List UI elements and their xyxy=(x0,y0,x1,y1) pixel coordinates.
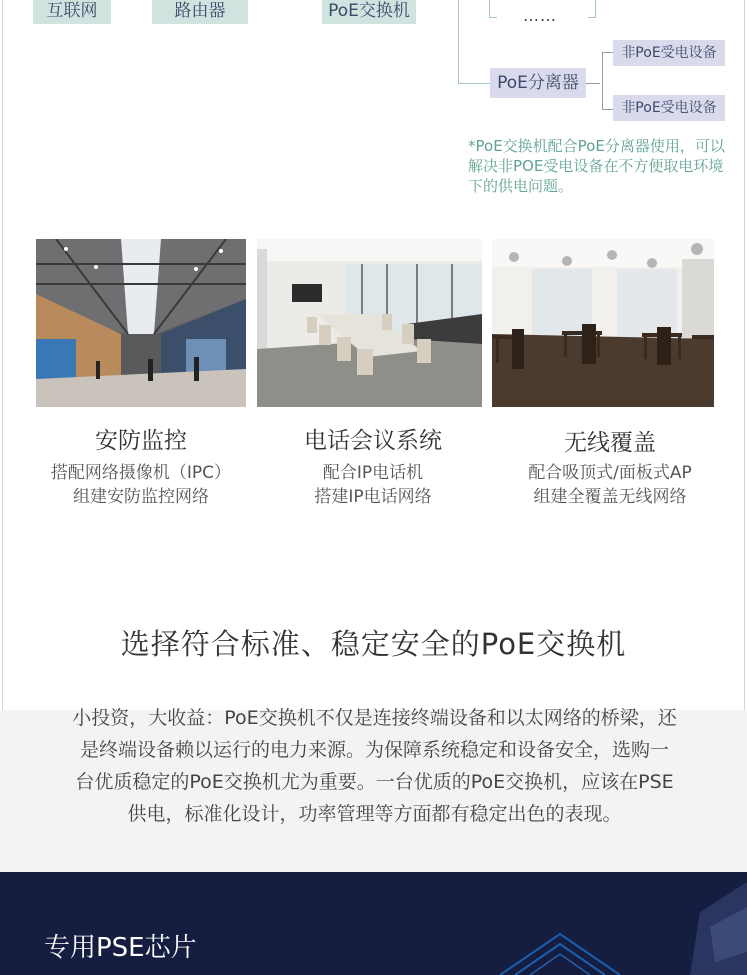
intro-line: 是终端设备赖以运行的电力来源。为保障系统稳定和设备安全，选购一 xyxy=(79,739,669,761)
scenario-desc-wireless xyxy=(492,461,728,509)
connector-line xyxy=(458,83,490,84)
poe-splitter-box: PoE分离器 xyxy=(490,68,586,98)
connector-line xyxy=(489,17,497,18)
frame-left-border xyxy=(2,0,3,710)
scenario-title-wireless: 无线覆盖 xyxy=(564,430,656,456)
scenario-desc-line: 组建全覆盖无线网络 xyxy=(533,487,687,507)
connector-line xyxy=(489,0,490,18)
scenario-desc-line: 搭建IP电话网络 xyxy=(314,487,432,507)
scenario-desc-security xyxy=(36,461,246,509)
wireless-cafe-photo xyxy=(492,239,714,407)
connector-line xyxy=(602,109,613,110)
security-scene-photo xyxy=(36,239,246,407)
scenario-title-security: 安防监控 xyxy=(95,428,187,454)
splitter-note: *PoE交换机配合PoE分离器使用，可以解决非POE受电设备在不方便取电环境下的供电问题。 xyxy=(468,137,725,195)
feature-title: 专用PSE芯片 xyxy=(44,933,197,963)
tag-poe-switch: PoE交换机 xyxy=(322,0,416,24)
tag-router: 路由器 xyxy=(152,0,248,24)
scenario-desc-line: 配合吸顶式/面板式AP xyxy=(528,463,692,483)
more-devices-ellipsis: …… xyxy=(523,6,557,25)
intro-paragraph xyxy=(52,702,697,830)
frame-right-border xyxy=(744,0,745,710)
meeting-room-photo xyxy=(257,239,482,407)
connector-line xyxy=(458,0,459,84)
scenario-desc-line: 搭配网络摄像机（IPC） xyxy=(50,463,232,483)
connector-line xyxy=(586,83,600,84)
scenario-title-meeting: 电话会议系统 xyxy=(304,428,442,454)
intro-line: 供电，标准化设计，功率管理等方面都有稳定出色的表现。 xyxy=(127,803,622,825)
non-poe-device-box: 非PoE受电设备 xyxy=(613,40,725,66)
section-headline: 选择符合标准、稳定安全的PoE交换机 xyxy=(120,627,627,661)
intro-line: 台优质稳定的PoE交换机尤为重要。一台优质的PoE交换机，应该在PSE xyxy=(75,771,674,793)
connector-line xyxy=(602,52,613,53)
scenario-desc-meeting xyxy=(257,461,489,509)
scenario-desc-line: 配合IP电话机 xyxy=(322,463,424,483)
tag-internet: 互联网 xyxy=(33,0,111,24)
connector-line xyxy=(588,17,596,18)
intro-line: 小投资，大收益：PoE交换机不仅是连接终端设备和以太网络的桥梁，还 xyxy=(72,707,677,729)
connector-line xyxy=(602,52,603,110)
connector-line xyxy=(595,0,596,18)
non-poe-device-box: 非PoE受电设备 xyxy=(613,95,725,121)
scenario-desc-line: 组建安防监控网络 xyxy=(73,487,209,507)
